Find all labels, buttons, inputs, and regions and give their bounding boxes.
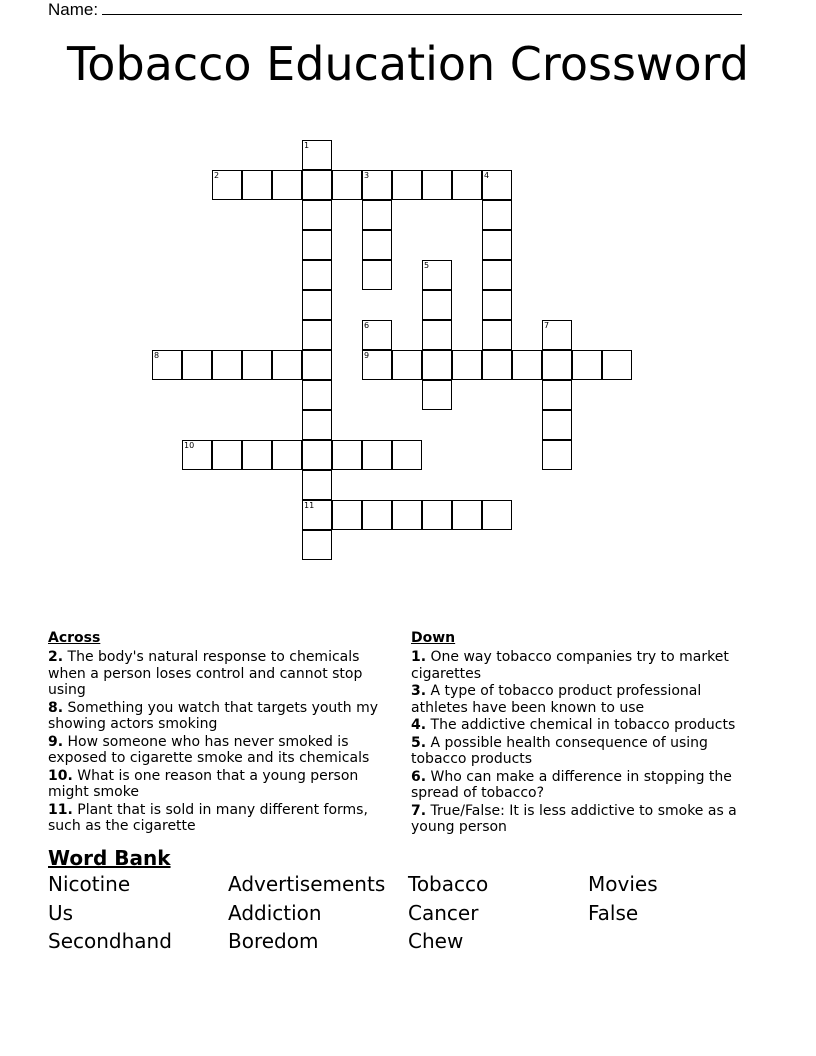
crossword-cell[interactable] bbox=[302, 440, 332, 470]
crossword-cell[interactable] bbox=[482, 260, 512, 290]
across-heading: Across bbox=[48, 630, 101, 646]
crossword-cell[interactable] bbox=[572, 350, 602, 380]
word-bank-word: Boredom bbox=[228, 929, 319, 953]
crossword-cell[interactable] bbox=[452, 500, 482, 530]
crossword-cell[interactable] bbox=[452, 350, 482, 380]
crossword-cell[interactable] bbox=[542, 410, 572, 440]
cell-number: 11 bbox=[304, 501, 315, 510]
crossword-cell[interactable] bbox=[542, 350, 572, 380]
word-bank-word: Us bbox=[48, 900, 74, 925]
crossword-cell[interactable] bbox=[482, 170, 512, 200]
crossword-cell[interactable] bbox=[302, 380, 332, 410]
crossword-cell[interactable] bbox=[482, 230, 512, 260]
word-bank-word: Chew bbox=[408, 929, 464, 953]
crossword-cell[interactable] bbox=[272, 350, 302, 380]
word-bank bbox=[48, 872, 768, 958]
word-bank-word: Addiction bbox=[228, 900, 322, 925]
crossword-cell[interactable] bbox=[302, 350, 332, 380]
clue-number: 9. bbox=[48, 733, 64, 750]
crossword-cell[interactable] bbox=[212, 350, 242, 380]
clue-number: 5. bbox=[411, 734, 427, 751]
cell-number: 9 bbox=[364, 351, 370, 360]
crossword-cell[interactable] bbox=[362, 170, 392, 200]
crossword-cell[interactable] bbox=[422, 380, 452, 410]
crossword-cell[interactable] bbox=[212, 440, 242, 470]
clue-number: 10. bbox=[48, 767, 73, 784]
clue bbox=[48, 649, 398, 699]
cell-number: 3 bbox=[364, 171, 370, 180]
crossword-cell[interactable] bbox=[422, 350, 452, 380]
crossword-cell[interactable] bbox=[302, 290, 332, 320]
word-bank-word: Secondhand bbox=[48, 929, 172, 953]
crossword-cell[interactable] bbox=[542, 440, 572, 470]
crossword-cell[interactable] bbox=[362, 200, 392, 230]
crossword-cell[interactable] bbox=[422, 260, 452, 290]
crossword-cell[interactable] bbox=[392, 440, 422, 470]
crossword-cell[interactable] bbox=[392, 350, 422, 380]
clue bbox=[411, 735, 761, 768]
crossword-cell[interactable] bbox=[212, 170, 242, 200]
crossword-cell[interactable] bbox=[302, 320, 332, 350]
word-bank-heading: Word Bank bbox=[48, 846, 171, 870]
clue-text: Something you watch that targets youth my showing actors smoking bbox=[48, 699, 379, 732]
crossword-cell[interactable] bbox=[302, 470, 332, 500]
crossword-cell[interactable] bbox=[542, 320, 572, 350]
clue-number: 1. bbox=[411, 649, 427, 665]
clue-text: What is one reason that a young person might smoke bbox=[48, 767, 359, 800]
crossword-cell[interactable] bbox=[272, 170, 302, 200]
crossword-cell[interactable] bbox=[422, 170, 452, 200]
clue-text: True/False: It is less addictive to smoke as a young person bbox=[411, 802, 737, 835]
crossword-cell[interactable] bbox=[302, 530, 332, 560]
cell-number: 2 bbox=[214, 171, 220, 180]
crossword-cell[interactable] bbox=[542, 380, 572, 410]
clue-number: 4. bbox=[411, 717, 427, 733]
crossword-cell[interactable] bbox=[392, 170, 422, 200]
crossword-cell[interactable] bbox=[302, 140, 332, 170]
crossword-cell[interactable] bbox=[242, 440, 272, 470]
word-bank-word: Tobacco bbox=[408, 872, 489, 896]
crossword-cell[interactable] bbox=[362, 260, 392, 290]
crossword-cell[interactable] bbox=[242, 170, 272, 200]
page-title: Tobacco Education Crossword bbox=[67, 37, 749, 91]
cell-number: 1 bbox=[304, 141, 310, 150]
across-list bbox=[48, 649, 398, 835]
clue-number: 3. bbox=[411, 683, 427, 699]
word-bank-word: Advertisements bbox=[228, 872, 386, 896]
crossword-cell[interactable] bbox=[362, 320, 392, 350]
crossword-cell[interactable] bbox=[272, 440, 302, 470]
clue-number: 7. bbox=[411, 802, 427, 819]
crossword-cell[interactable] bbox=[332, 500, 362, 530]
crossword-cell[interactable] bbox=[302, 200, 332, 230]
crossword-cell[interactable] bbox=[392, 500, 422, 530]
crossword-cell[interactable] bbox=[452, 170, 482, 200]
cell-number: 7 bbox=[544, 321, 550, 330]
crossword-cell[interactable] bbox=[152, 350, 182, 380]
clue-number: 6. bbox=[411, 768, 427, 785]
down-list bbox=[411, 649, 761, 836]
cell-number: 5 bbox=[424, 261, 430, 270]
crossword-cell[interactable] bbox=[512, 350, 542, 380]
clue bbox=[411, 769, 761, 802]
cell-number: 4 bbox=[484, 171, 490, 180]
clue bbox=[48, 802, 398, 835]
crossword-cell[interactable] bbox=[332, 170, 362, 200]
cell-number: 6 bbox=[364, 321, 370, 330]
clue-text: The body's natural response to chemicals when a person loses control and cannot stop using bbox=[48, 649, 363, 698]
crossword-cell[interactable] bbox=[242, 350, 272, 380]
crossword-cell[interactable] bbox=[482, 320, 512, 350]
word-bank-word: Cancer bbox=[408, 900, 479, 925]
clue bbox=[48, 734, 398, 767]
word-bank-word: False bbox=[588, 900, 639, 925]
word-bank-word: Movies bbox=[588, 872, 658, 896]
crossword-cell[interactable] bbox=[182, 440, 212, 470]
clue bbox=[411, 717, 761, 734]
crossword-cell[interactable] bbox=[362, 350, 392, 380]
clue-text: A type of tobacco product professional athletes have been known to use bbox=[411, 683, 702, 716]
clue-text: How someone who has never smoked is exposed to cigarette smoke and its chemicals bbox=[48, 733, 370, 766]
crossword-cell[interactable] bbox=[302, 230, 332, 260]
cell-number: 10 bbox=[184, 441, 195, 450]
crossword-cell[interactable] bbox=[482, 290, 512, 320]
clue-text: A possible health consequence of using tobacco products bbox=[411, 734, 708, 767]
clue-text: One way tobacco companies try to market cigarettes bbox=[411, 649, 729, 682]
cell-number: 8 bbox=[154, 351, 160, 360]
crossword-cell[interactable] bbox=[422, 320, 452, 350]
crossword-cell[interactable] bbox=[302, 410, 332, 440]
clue bbox=[411, 683, 761, 716]
clue bbox=[411, 803, 761, 836]
name-label: Name: bbox=[48, 0, 99, 19]
crossword-cell[interactable] bbox=[182, 350, 212, 380]
crossword-cell[interactable] bbox=[482, 200, 512, 230]
clue bbox=[48, 700, 398, 733]
crossword-cell[interactable] bbox=[302, 260, 332, 290]
clue-number: 2. bbox=[48, 649, 64, 665]
down-clues bbox=[411, 629, 761, 837]
crossword-cell[interactable] bbox=[332, 440, 362, 470]
word-bank-word: Nicotine bbox=[48, 872, 131, 896]
crossword-cell[interactable] bbox=[362, 230, 392, 260]
clue-text: Plant that is sold in many different forms, such as the cigarette bbox=[48, 801, 368, 834]
crossword-cell[interactable] bbox=[302, 170, 332, 200]
clue-text: Who can make a difference in stopping the spread of tobacco? bbox=[411, 768, 732, 801]
crossword-cell[interactable] bbox=[422, 290, 452, 320]
crossword-cell[interactable] bbox=[602, 350, 632, 380]
across-clues bbox=[48, 629, 398, 836]
crossword-cell[interactable] bbox=[482, 500, 512, 530]
clue bbox=[48, 768, 398, 801]
crossword-cell[interactable] bbox=[422, 500, 452, 530]
clue-number: 11. bbox=[48, 801, 73, 818]
down-heading: Down bbox=[411, 630, 456, 646]
clue-text: The addictive chemical in tobacco products bbox=[426, 717, 736, 733]
crossword-cell[interactable] bbox=[302, 500, 332, 530]
clue bbox=[411, 649, 761, 682]
clue-number: 8. bbox=[48, 699, 64, 716]
crossword-cell[interactable] bbox=[482, 350, 512, 380]
crossword-cell[interactable] bbox=[362, 500, 392, 530]
crossword-cell[interactable] bbox=[362, 440, 392, 470]
